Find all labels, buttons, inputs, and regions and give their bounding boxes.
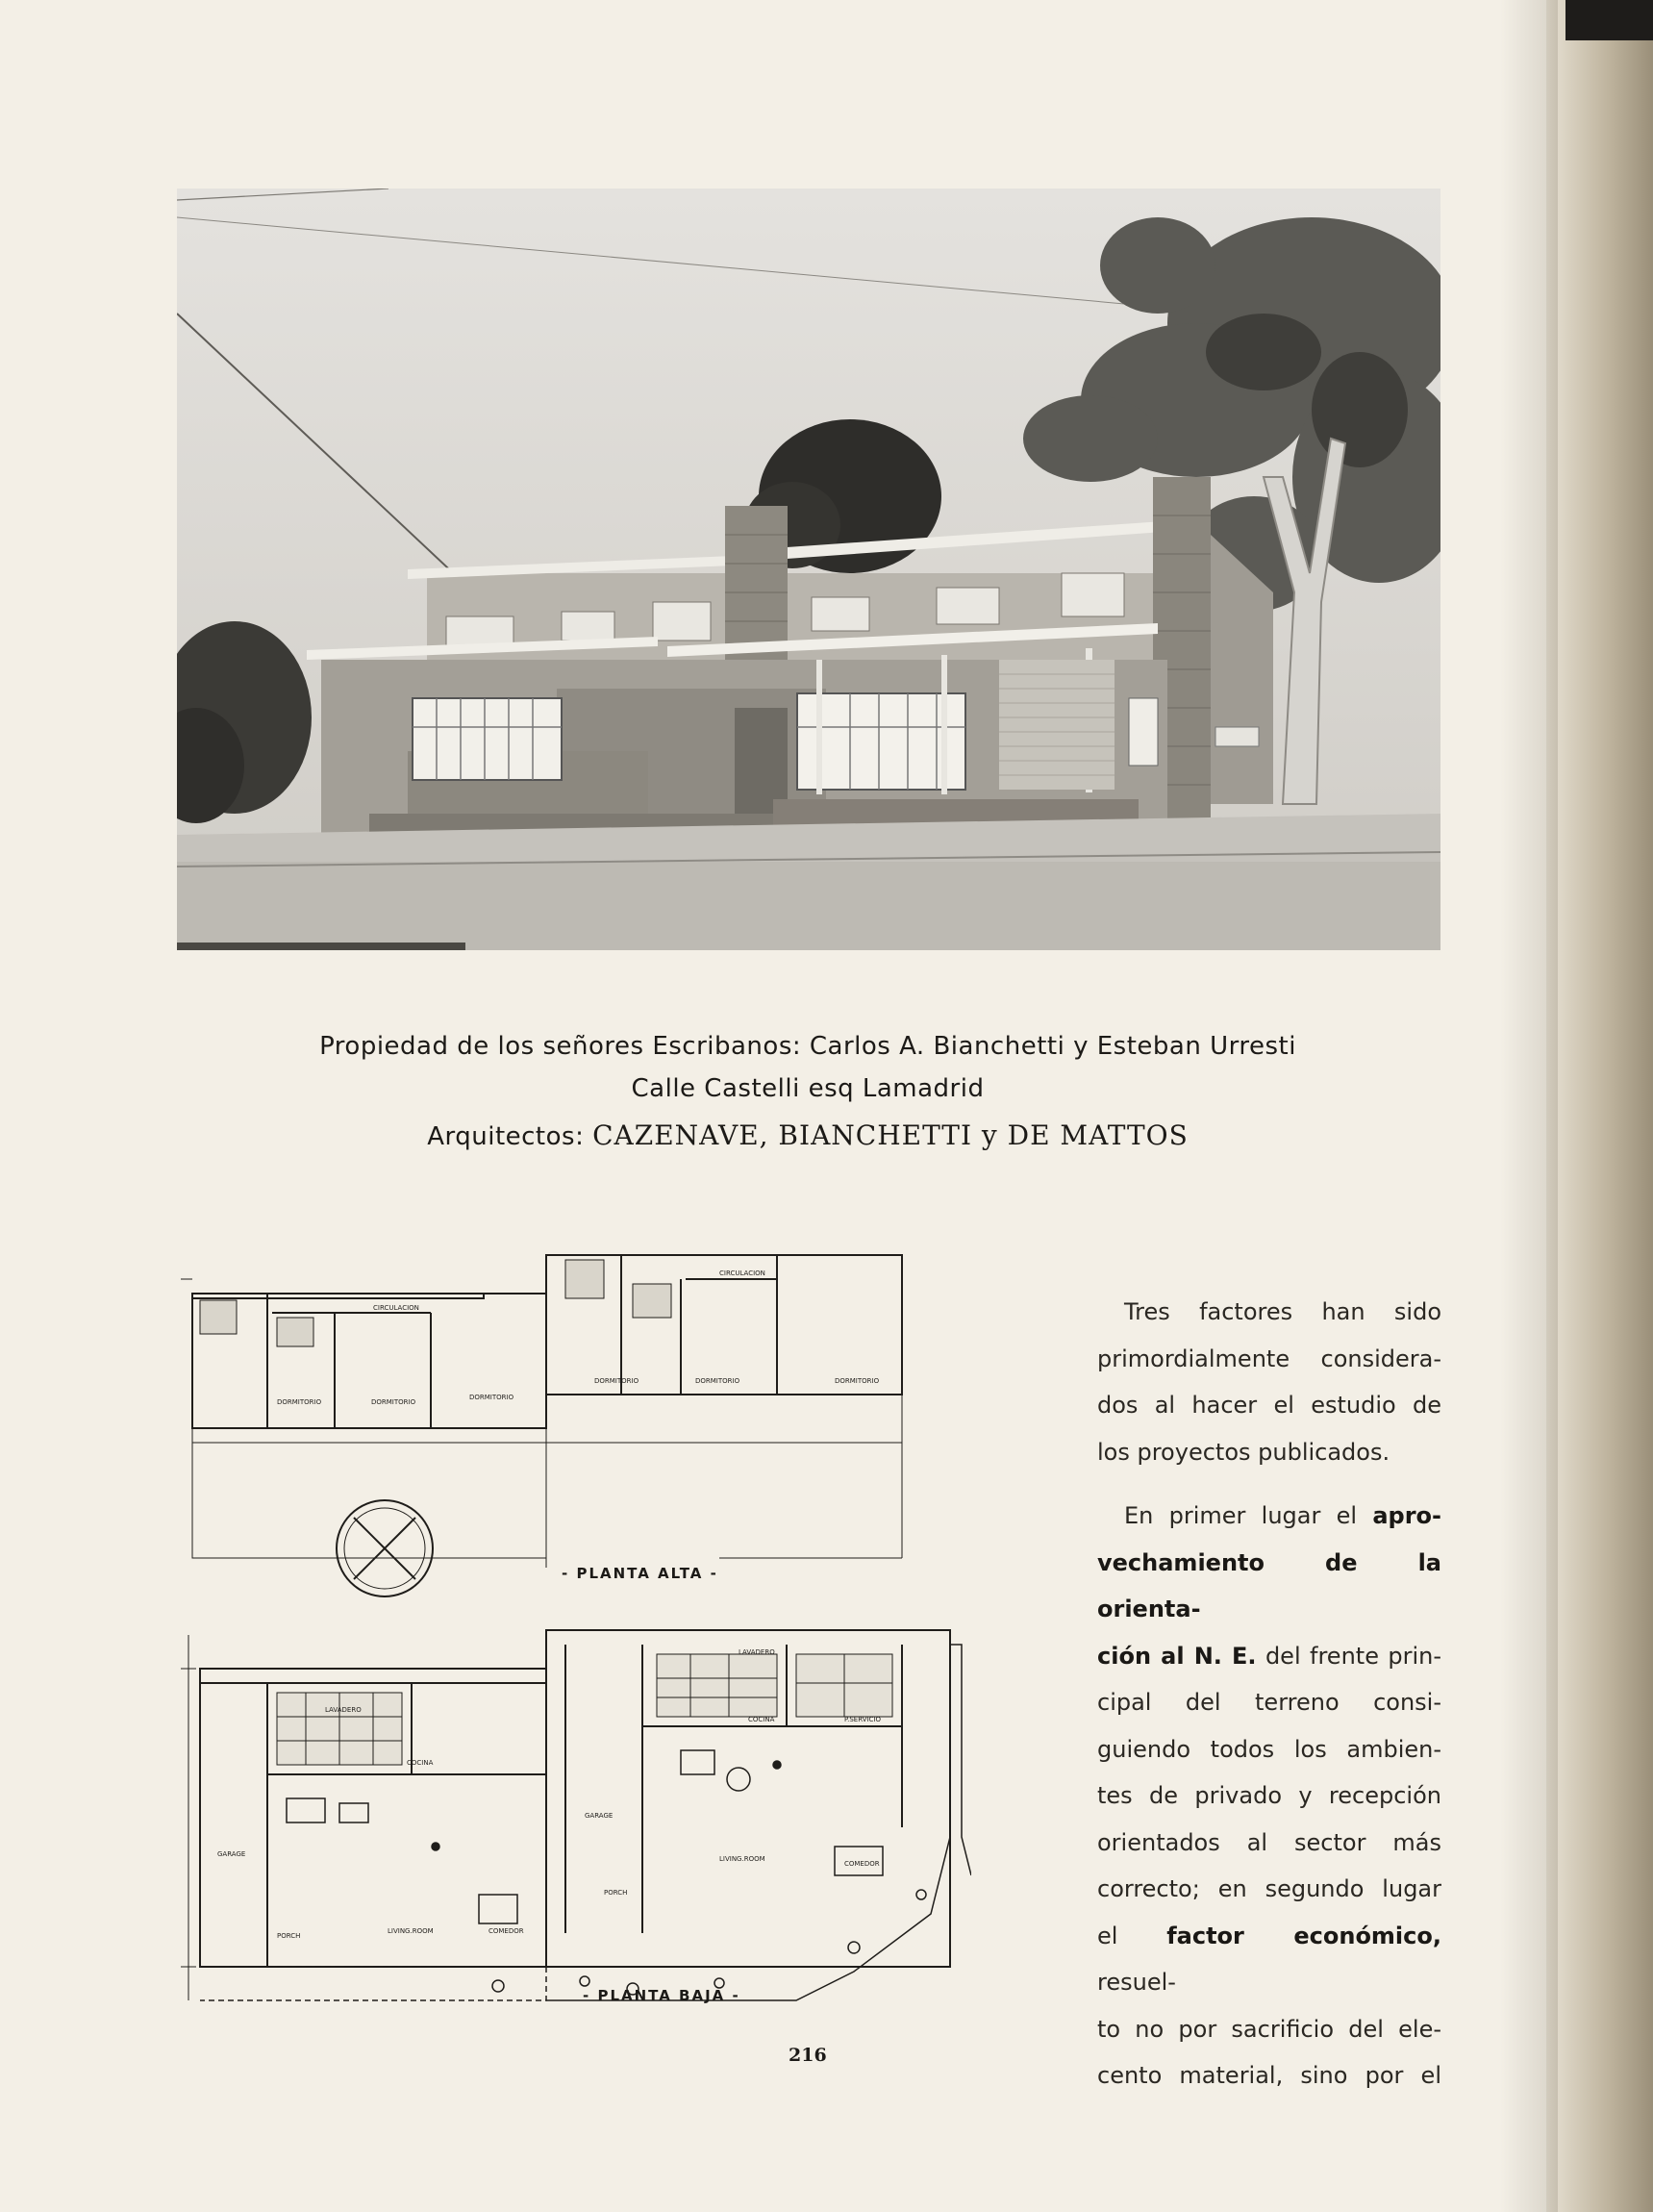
room-label-cocina-west: COCINA — [407, 1759, 434, 1767]
room-label-dormitorio-1: DORMITORIO — [277, 1398, 322, 1406]
text-fragment: resuel- — [1097, 1969, 1176, 1996]
text-line: dos al hacer el estudio de — [1097, 1392, 1441, 1419]
caption-address: Calle Castelli esq Lamadrid — [631, 1074, 985, 1103]
plan-label-ground-floor: - PLANTA BAJA - — [583, 1987, 740, 2004]
text-fragment: el — [1097, 1922, 1167, 1949]
text-line-emphasis: vechamiento de la orienta- — [1097, 1548, 1441, 1622]
floor-plans-drawing — [181, 1241, 971, 2020]
room-label-cocina-east: COCINA — [748, 1716, 775, 1723]
text-emphasis: ción al N. E. — [1097, 1642, 1257, 1670]
text-line: cento material, sino por el — [1097, 2062, 1441, 2089]
room-label-porch-west: PORCH — [277, 1932, 301, 1940]
plan-label-upper-floor: - PLANTA ALTA - — [562, 1565, 718, 1582]
text-line: guiendo todos los ambien- — [1097, 1735, 1441, 1763]
room-label-living-west: LIVING.ROOM — [388, 1927, 434, 1935]
room-label-garage-west: GARAGE — [217, 1850, 246, 1858]
text-emphasis: factor económico, — [1166, 1922, 1441, 1949]
room-label-comedor-west: COMEDOR — [488, 1927, 524, 1935]
room-label-comedor-east: COMEDOR — [844, 1860, 880, 1868]
text-line: primordialmente considera- — [1097, 1345, 1441, 1372]
caption-owners: Propiedad de los señores Escribanos: Carlos A. Bianchetti y Esteban Urresti — [319, 1032, 1296, 1061]
page-gutter-shadow — [1500, 0, 1558, 2212]
body-text-column — [1097, 1289, 1441, 2099]
text-line: tes de privado y recepción — [1097, 1782, 1441, 1809]
caption-architects-names: CAZENAVE, BIANCHETTI y DE MATTOS — [592, 1119, 1189, 1151]
text-line — [1097, 1493, 1441, 1540]
room-label-lavadero-west: LAVADERO — [325, 1706, 362, 1714]
caption-architects — [0, 1119, 1615, 1151]
text-line: Tres factores han sido — [1124, 1298, 1441, 1325]
room-label-garage-east: GARAGE — [585, 1812, 614, 1820]
text-emphasis: apro- — [1372, 1502, 1441, 1529]
text-line: los proyectos publicados. — [1097, 1438, 1390, 1466]
text-line: correcto; en segundo lugar — [1097, 1875, 1441, 1902]
room-label-porch-east: PORCH — [604, 1889, 628, 1897]
text-line — [1097, 1633, 1441, 1680]
text-line: orientados al sector más — [1097, 1828, 1441, 1856]
page-number: 216 — [789, 2045, 827, 2066]
room-label-circulacion: CIRCULACION — [373, 1304, 419, 1312]
caption-architects-prefix: Arquitectos: — [427, 1122, 585, 1151]
text-line: to no por sacrificio del ele- — [1097, 2015, 1441, 2043]
north-arrow-icon — [337, 1500, 433, 1596]
room-label-dormitorio-3: DORMITORIO — [469, 1394, 514, 1401]
room-label-dormitorio-5: DORMITORIO — [695, 1377, 740, 1385]
room-label-living-east: LIVING.ROOM — [719, 1855, 765, 1863]
room-label-dormitorio-4: DORMITORIO — [594, 1377, 639, 1385]
text-line — [1097, 1913, 1441, 2006]
text-line: cipal del terreno consi- — [1097, 1689, 1441, 1716]
house-photograph — [177, 189, 1440, 950]
room-label-servicio: P.SERVICIO — [844, 1716, 882, 1723]
room-label-dormitorio-2: DORMITORIO — [371, 1398, 416, 1406]
page-binding-edge — [1546, 0, 1653, 2212]
room-label-lavadero-east: LAVADERO — [739, 1648, 775, 1656]
text-fragment: En primer lugar el — [1124, 1502, 1373, 1529]
room-label-dormitorio-6: DORMITORIO — [835, 1377, 880, 1385]
binding-shadow — [1565, 0, 1653, 40]
room-label-circulacion-east: CIRCULACION — [719, 1269, 765, 1277]
text-fragment: del frente prin- — [1256, 1642, 1441, 1670]
